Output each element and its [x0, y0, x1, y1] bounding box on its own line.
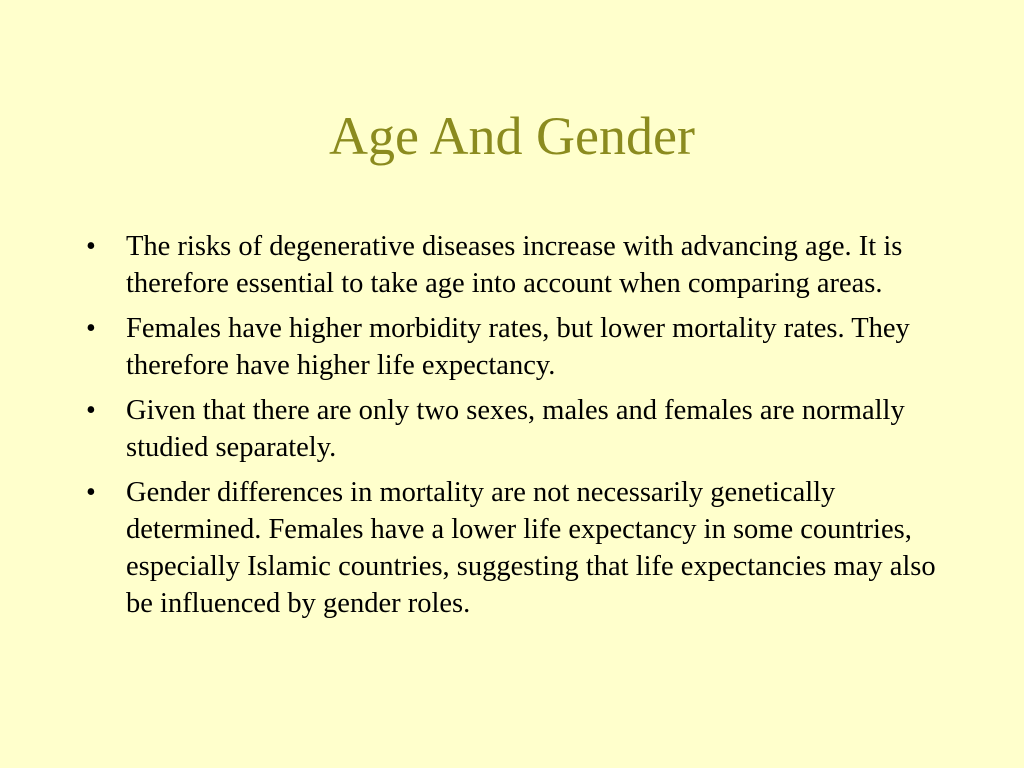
bullet-item-morbidity — [80, 310, 950, 384]
bullet-icon: • — [86, 395, 96, 426]
bullet-item-sexes — [80, 392, 950, 466]
bullet-list — [80, 228, 950, 630]
bullet-icon: • — [86, 231, 96, 262]
bullet-text: Given that there are only two sexes, males and females are normally studied separately. — [126, 395, 905, 463]
bullet-text: Gender differences in mortality are not necessarily genetically determined. Females have a lower life expectancy in some countries, especially Islamic countries, suggesting that life expectancies may also be influenced by gender roles. — [126, 477, 936, 619]
bullet-icon: • — [86, 477, 96, 508]
bullet-item-risks — [80, 228, 950, 302]
bullet-item-gender-differences — [80, 474, 950, 622]
slide-title: Age And Gender — [329, 106, 695, 166]
bullet-text: Females have higher morbidity rates, but lower mortality rates. They therefore have higher life expectancy. — [126, 313, 910, 381]
bullet-text: The risks of degenerative diseases increase with advancing age. It is therefore essential to take age into account when comparing areas. — [126, 231, 903, 299]
bullet-icon: • — [86, 313, 96, 344]
